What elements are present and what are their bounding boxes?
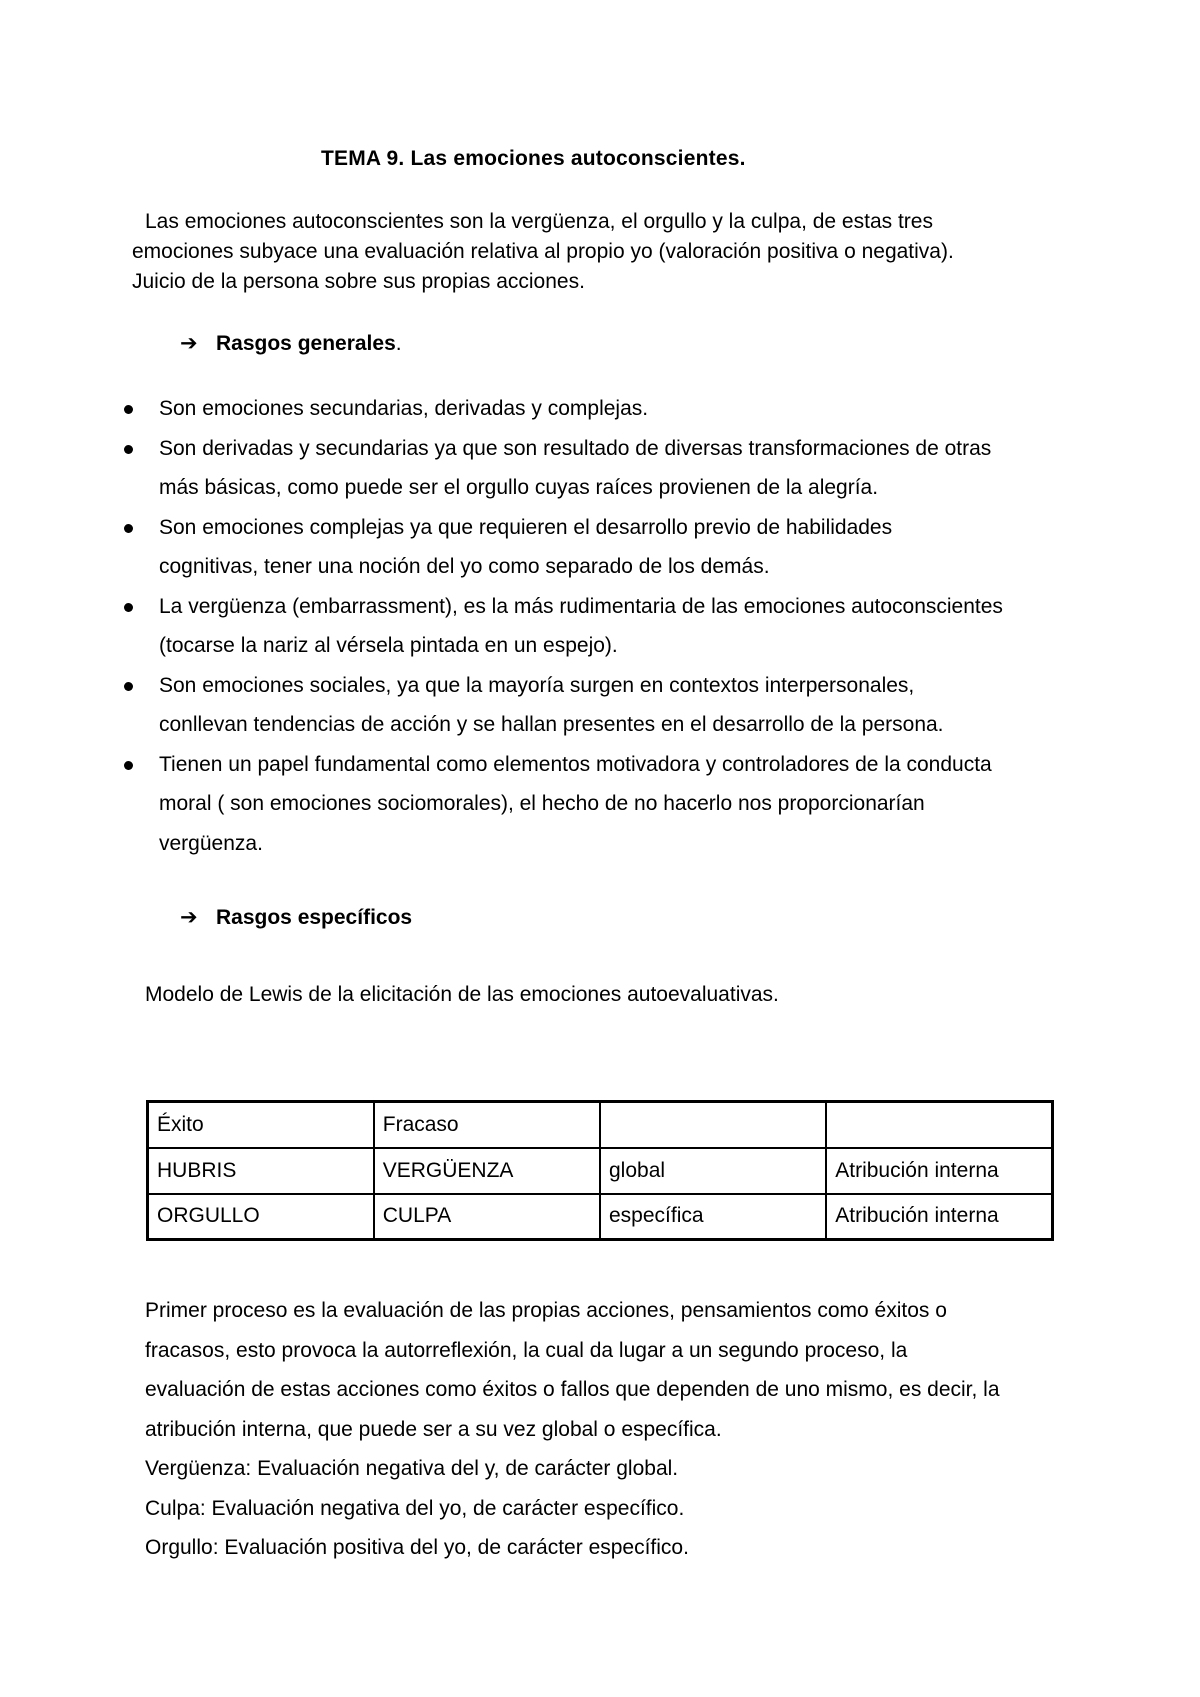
- list-item-line: vergüenza.: [159, 831, 263, 855]
- model-caption: Modelo de Lewis de la elicitación de las emociones autoevaluativas.: [145, 983, 779, 1006]
- list-item: [120, 666, 1080, 745]
- list-item-line: moral ( son emociones sociomorales), el hecho de no hacerlo nos proporcionarían: [159, 792, 925, 815]
- table-cell: Fracaso: [374, 1102, 600, 1148]
- list-item-line: Son derivadas y secundarias ya que son resultado de diversas transformaciones de otras: [159, 436, 992, 460]
- table-cell: específica: [600, 1194, 826, 1240]
- table-row: [148, 1194, 1053, 1240]
- list-item-line: cognitivas, tener una noción del yo como separado de los demás.: [159, 555, 770, 578]
- bullet-icon: [124, 524, 133, 533]
- list-item-line: Son emociones sociales, ya que la mayoría surgen en contextos interpersonales,: [159, 673, 915, 697]
- table-row: [148, 1102, 1053, 1148]
- closing-line: evaluación de estas acciones como éxitos o fallos que dependen de uno mismo, es decir, la: [145, 1378, 1000, 1401]
- closing-line: Culpa: Evaluación negativa del yo, de carácter específico.: [145, 1496, 685, 1520]
- table-cell: Atribución interna: [826, 1194, 1052, 1240]
- list-item: [120, 745, 1080, 864]
- section-heading-rasgos-especificos: [180, 905, 412, 930]
- table-row: [148, 1148, 1053, 1194]
- lewis-model-table: [146, 1100, 1054, 1241]
- list-item: [120, 389, 1080, 429]
- list-item-line: (tocarse la nariz al vérsela pintada en un espejo).: [159, 634, 618, 657]
- table-cell: global: [600, 1148, 826, 1194]
- section-heading-rasgos-generales: [180, 331, 402, 356]
- list-item-line: Son emociones secundarias, derivadas y complejas.: [159, 397, 649, 420]
- bullet-icon: [124, 761, 133, 770]
- table-cell: [600, 1102, 826, 1148]
- list-item-line: La vergüenza (embarrassment), es la más rudimentaria de las emociones autoconscientes: [159, 594, 1003, 618]
- table-cell: ORGULLO: [148, 1194, 374, 1240]
- closing-line: Orgullo: Evaluación positiva del yo, de carácter específico.: [145, 1536, 689, 1559]
- table-cell: CULPA: [374, 1194, 600, 1240]
- list-item: [120, 587, 1080, 666]
- table-cell: Éxito: [148, 1102, 374, 1148]
- intro-line: Las emociones autoconscientes son la vergüenza, el orgullo y la culpa, de estas tres: [145, 210, 933, 233]
- bullet-icon: [124, 682, 133, 691]
- intro-paragraph: [132, 207, 1092, 297]
- section-heading-trail: .: [395, 332, 402, 355]
- bullet-icon: [124, 405, 133, 414]
- arrow-right-icon: ➔: [180, 332, 198, 355]
- closing-line: fracasos, esto provoca la autorreflexión, la cual da lugar a un segundo proceso, la: [145, 1338, 908, 1362]
- list-item-line: conllevan tendencias de acción y se hallan presentes en el desarrollo de la persona.: [159, 713, 944, 736]
- closing-paragraph: [145, 1291, 1105, 1568]
- intro-line: Juicio de la persona sobre sus propias acciones.: [132, 270, 585, 293]
- table-cell: VERGÜENZA: [374, 1148, 600, 1194]
- list-item-line: más básicas, como puede ser el orgullo cuyas raíces provienen de la alegría.: [159, 476, 879, 499]
- list-item: [120, 508, 1080, 587]
- page-title: TEMA 9. Las emociones autoconscientes.: [321, 147, 746, 170]
- table-cell: HUBRIS: [148, 1148, 374, 1194]
- list-item-line: Son emociones complejas ya que requieren el desarrollo previo de habilidades: [159, 515, 893, 539]
- table-cell: [826, 1102, 1052, 1148]
- arrow-right-icon: ➔: [180, 906, 198, 929]
- bullet-icon: [124, 603, 133, 612]
- section-heading-label: Rasgos específicos: [216, 906, 413, 929]
- bullet-list: [120, 389, 1080, 863]
- list-item: [120, 429, 1080, 508]
- closing-line: Vergüenza: Evaluación negativa del y, de carácter global.: [145, 1457, 679, 1480]
- list-item-line: Tienen un papel fundamental como elementos motivadora y controladores de la conducta: [159, 752, 992, 776]
- intro-line: emociones subyace una evaluación relativa al propio yo (valoración positiva o negativa).: [132, 240, 954, 263]
- table-cell: Atribución interna: [826, 1148, 1052, 1194]
- section-heading-label: Rasgos generales: [216, 332, 396, 355]
- closing-line: Primer proceso es la evaluación de las propias acciones, pensamientos como éxitos o: [145, 1299, 947, 1322]
- closing-line: atribución interna, que puede ser a su vez global o específica.: [145, 1417, 722, 1441]
- bullet-icon: [124, 445, 133, 454]
